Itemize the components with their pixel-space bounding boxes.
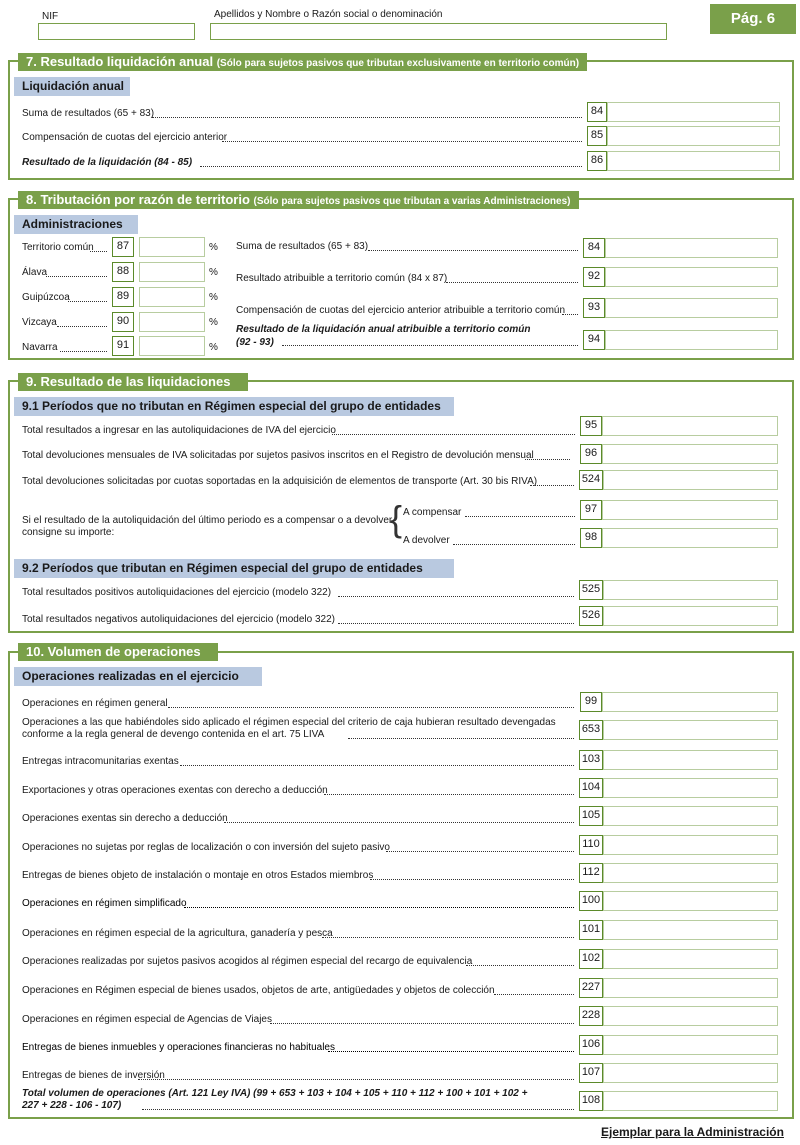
box-102: 102 xyxy=(579,949,603,969)
box-93: 93 xyxy=(583,298,605,318)
pct-89: % xyxy=(209,292,218,303)
box-87: 87 xyxy=(112,237,134,257)
field-108[interactable] xyxy=(603,1091,778,1111)
box-526: 526 xyxy=(579,606,603,626)
s8-row-94-label2: (92 - 93) xyxy=(236,337,274,348)
section-8-title: 8. Tributación por razón de territorio (Sólo para sujetos pasivos que tributan a varias Administraciones) xyxy=(18,191,579,209)
s7-row-84-label: Suma de resultados (65 + 83) xyxy=(22,108,155,119)
pct-91: % xyxy=(209,342,218,353)
box-108: 108 xyxy=(579,1091,603,1111)
s8-row-92-label: Resultado atribuible a territorio común (84 x 87) xyxy=(236,273,448,284)
s8-row-93-label: Compensación de cuotas del ejercicio anterior atribuible a territorio común xyxy=(236,305,566,316)
field-90[interactable] xyxy=(139,312,205,332)
field-84-b[interactable] xyxy=(605,238,778,258)
box-653: 653 xyxy=(579,720,603,740)
pct-87: % xyxy=(209,242,218,253)
s10-row-653-label: Operaciones a las que habiéndoles sido aplicado el régimen especial del criterio de caja hubieran resultado devengadas xyxy=(22,717,556,728)
s10-row-108-label2: 227 + 228 - 106 - 107) xyxy=(22,1100,122,1111)
box-98: 98 xyxy=(580,528,602,548)
field-94[interactable] xyxy=(605,330,778,350)
box-525: 525 xyxy=(579,580,603,600)
s10-row-108-label: Total volumen de operaciones (Art. 121 Ley IVA) (99 + 653 + 103 + 104 + 105 + 110 + 112 + 100 + 101 + 102 + xyxy=(22,1088,528,1099)
admin-navarra-label: Navarra xyxy=(22,342,58,353)
s8-row-94-label: Resultado de la liquidación anual atribuible a territorio común xyxy=(236,324,531,335)
box-84: 84 xyxy=(587,102,607,122)
field-88[interactable] xyxy=(139,262,205,282)
s9-row-525-label: Total resultados positivos autoliquidaciones del ejercicio (modelo 322) xyxy=(22,587,332,598)
field-92[interactable] xyxy=(605,267,778,287)
box-91: 91 xyxy=(112,336,134,356)
box-84-b: 84 xyxy=(583,238,605,258)
field-95[interactable] xyxy=(602,416,778,436)
s10-row-110-label: Operaciones no sujetas por reglas de localización o con inversión del sujeto pasivo xyxy=(22,842,390,853)
box-101: 101 xyxy=(579,920,603,940)
field-84[interactable] xyxy=(607,102,780,122)
box-94: 94 xyxy=(583,330,605,350)
box-90: 90 xyxy=(112,312,134,332)
field-228[interactable] xyxy=(603,1006,778,1026)
s10-row-227-label: Operaciones en Régimen especial de bienes usados, objetos de arte, antigüedades y objetos de colección xyxy=(22,985,495,996)
s10-row-99-label: Operaciones en régimen general xyxy=(22,698,168,709)
field-112[interactable] xyxy=(603,863,778,883)
box-107: 107 xyxy=(579,1063,603,1083)
field-107[interactable] xyxy=(603,1063,778,1083)
s7-row-85-label: Compensación de cuotas del ejercicio anterior xyxy=(22,132,228,143)
s10-row-653-label2: conforme a la regla general de devengo contenida en el art. 75 LIVA xyxy=(22,729,325,740)
section-9-1-subtitle: 9.1 Períodos que no tributan en Régimen especial del grupo de entidades xyxy=(14,397,454,416)
field-96[interactable] xyxy=(602,444,778,464)
field-524[interactable] xyxy=(603,470,778,490)
s8-row-84-label: Suma de resultados (65 + 83) xyxy=(236,241,369,252)
nif-field[interactable] xyxy=(38,23,195,40)
section-8-subtitle: Administraciones xyxy=(14,215,138,234)
section-10-subtitle: Operaciones realizadas en el ejercicio xyxy=(14,667,262,686)
compensar-label: A compensar xyxy=(403,507,462,518)
field-110[interactable] xyxy=(603,835,778,855)
field-97[interactable] xyxy=(602,500,778,520)
field-85[interactable] xyxy=(607,126,780,146)
section-9-title: 9. Resultado de las liquidaciones xyxy=(18,373,248,391)
field-103[interactable] xyxy=(603,750,778,770)
name-field[interactable] xyxy=(210,23,667,40)
field-102[interactable] xyxy=(603,949,778,969)
s7-row-86-label: Resultado de la liquidación (84 - 85) xyxy=(22,157,193,168)
page-number: Pág. 6 xyxy=(710,4,796,34)
s10-row-106-label: Entregas de bienes inmuebles y operaciones financieras no habituales xyxy=(22,1042,335,1053)
field-89[interactable] xyxy=(139,287,205,307)
s10-row-102-label: Operaciones realizadas por sujetos pasivos acogidos al régimen especial del recargo de equivalencia xyxy=(22,956,473,967)
name-label: Apellidos y Nombre o Razón social o denominación xyxy=(214,9,443,20)
field-101[interactable] xyxy=(603,920,778,940)
admin-guipuzcoa-label: Guipúzcoa xyxy=(22,292,70,303)
field-86[interactable] xyxy=(607,151,780,171)
nif-label: NIF xyxy=(42,11,59,22)
box-110: 110 xyxy=(579,835,603,855)
pct-90: % xyxy=(209,317,218,328)
s9-row-96-label: Total devoluciones mensuales de IVA solicitadas por sujetos pasivos inscritos en el Registro de devolución mensual xyxy=(22,450,534,461)
footer-copy-label: Ejemplar para la Administración xyxy=(601,1125,784,1139)
section-7-subtitle: Liquidación anual xyxy=(14,77,130,96)
s10-row-228-label: Operaciones en régimen especial de Agencias de Viajes xyxy=(22,1014,272,1025)
devolver-label: A devolver xyxy=(403,535,450,546)
field-98[interactable] xyxy=(602,528,778,548)
box-88: 88 xyxy=(112,262,134,282)
field-526[interactable] xyxy=(603,606,778,626)
box-227: 227 xyxy=(579,978,603,998)
box-228: 228 xyxy=(579,1006,603,1026)
field-105[interactable] xyxy=(603,806,778,826)
box-97: 97 xyxy=(580,500,602,520)
box-103: 103 xyxy=(579,750,603,770)
box-112: 112 xyxy=(579,863,603,883)
box-96: 96 xyxy=(580,444,602,464)
section-10-title: 10. Volumen de operaciones xyxy=(18,643,218,661)
field-525[interactable] xyxy=(603,580,778,600)
box-105: 105 xyxy=(579,806,603,826)
field-99[interactable] xyxy=(602,692,778,712)
admin-territorio-comun-label: Territorio común xyxy=(22,242,94,253)
box-99: 99 xyxy=(580,692,602,712)
admin-vizcaya-label: Vizcaya xyxy=(22,317,57,328)
box-106: 106 xyxy=(579,1035,603,1055)
section-9-2-subtitle: 9.2 Períodos que tributan en Régimen especial del grupo de entidades xyxy=(14,559,454,578)
box-524: 524 xyxy=(579,470,603,490)
box-92: 92 xyxy=(583,267,605,287)
s9-last-question-2: consigne su importe: xyxy=(22,527,115,538)
field-653[interactable] xyxy=(603,720,778,740)
s10-row-112-label: Entregas de bienes objeto de instalación o montaje en otros Estados miembros xyxy=(22,870,374,881)
s9-row-95-label: Total resultados a ingresar en las autoliquidaciones de IVA del ejercicio xyxy=(22,425,336,436)
pct-88: % xyxy=(209,267,218,278)
field-106[interactable] xyxy=(603,1035,778,1055)
field-100[interactable] xyxy=(603,891,778,911)
box-85: 85 xyxy=(587,126,607,146)
admin-alava-label: Álava xyxy=(22,267,48,278)
box-95: 95 xyxy=(580,416,602,436)
box-100: 100 xyxy=(579,891,603,911)
s9-last-question: Si el resultado de la autoliquidación del último periodo es a compensar o a devolver xyxy=(22,515,393,526)
box-104: 104 xyxy=(579,778,603,798)
s9-row-524-label: Total devoluciones solicitadas por cuotas soportadas en la adquisición de elementos de transporte (Art. 30 bis RIVA) xyxy=(22,476,538,487)
field-87[interactable] xyxy=(139,237,205,257)
field-227[interactable] xyxy=(603,978,778,998)
s10-row-100-label: Operaciones en régimen simplificado xyxy=(22,898,187,909)
s10-row-107-label: Entregas de bienes de inversión xyxy=(22,1070,165,1081)
box-89: 89 xyxy=(112,287,134,307)
field-104[interactable] xyxy=(603,778,778,798)
s10-row-101-label: Operaciones en régimen especial de la agricultura, ganadería y pesca xyxy=(22,928,333,939)
field-91[interactable] xyxy=(139,336,205,356)
s10-row-104-label: Exportaciones y otras operaciones exentas con derecho a deducción xyxy=(22,785,328,796)
s9-row-526-label: Total resultados negativos autoliquidaciones del ejercicio (modelo 322) xyxy=(22,614,335,625)
section-7-title: 7. Resultado liquidación anual (Sólo para sujetos pasivos que tributan exclusivamente en territorio común) xyxy=(18,53,587,71)
s10-row-105-label: Operaciones exentas sin derecho a deducción xyxy=(22,813,228,824)
s10-row-103-label: Entregas intracomunitarias exentas xyxy=(22,756,179,767)
brace: { xyxy=(390,498,403,539)
box-86: 86 xyxy=(587,151,607,171)
field-93[interactable] xyxy=(605,298,778,318)
